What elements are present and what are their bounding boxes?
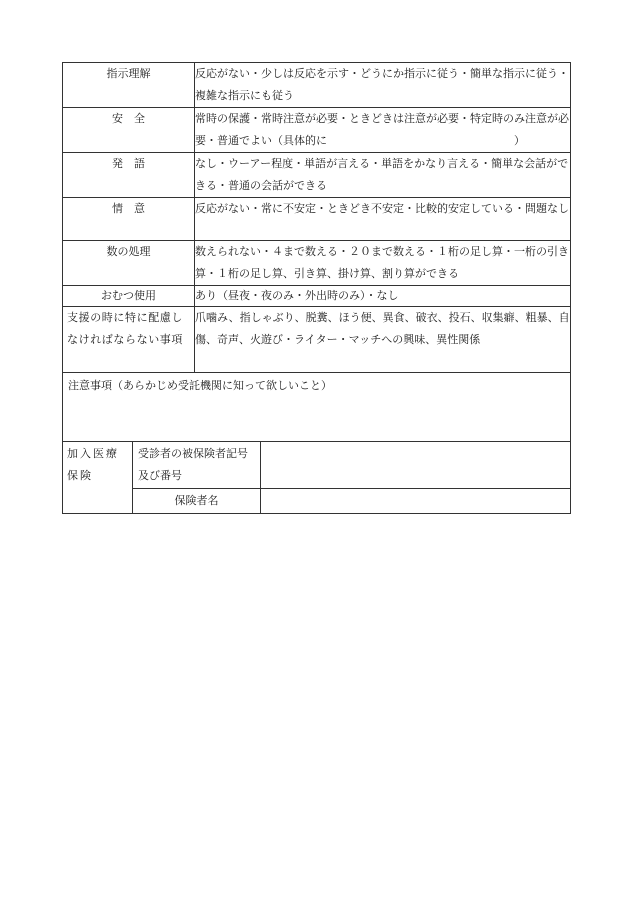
row-value: 反応がない・常に不安定・ときどき不安定・比較的安定している・問題なし bbox=[195, 198, 571, 241]
row-diaper-use bbox=[63, 286, 571, 307]
row-value: 数えられない・４まで数える・２０まで数える・１桁の足し算・一桁の引き算・１桁の足し算、引き算、掛け算、割り算ができる bbox=[195, 241, 571, 286]
row-speech bbox=[63, 153, 571, 198]
row-value: なし・ウーアー程度・単語が言える・単語をかなり言える・簡単な会話ができる・普通の会話ができる bbox=[195, 153, 571, 198]
row-special-considerations bbox=[63, 307, 571, 373]
row-label: 情 意 bbox=[63, 198, 195, 241]
insurer-name-label: 保険者名 bbox=[133, 489, 261, 514]
row-value: 爪噛み、指しゃぶり、脱糞、ほう便、異食、破衣、投石、収集癖、粗暴、自傷、奇声、火遊び・ライター・マッチへの興味、異性関係 bbox=[195, 307, 571, 373]
insurance-table bbox=[62, 441, 571, 514]
row-value: あり（昼夜・夜のみ・外出時のみ）・なし bbox=[195, 286, 571, 307]
insurance-label: 加入医療保険 bbox=[63, 442, 133, 514]
row-label: おむつ使用 bbox=[63, 286, 195, 307]
row-label: 安 全 bbox=[63, 108, 195, 153]
row-value: 反応がない・少しは反応を示す・どうにか指示に従う・簡単な指示に従う・複雑な指示にも従う bbox=[195, 63, 571, 108]
row-emotion bbox=[63, 198, 571, 241]
row-label: 数の処理 bbox=[63, 241, 195, 286]
row-value: 常時の保護・常時注意が必要・ときどきは注意が必要・特定時のみ注意が必要・普通でよい（具体的に ） bbox=[195, 108, 571, 153]
insured-id-label: 受診者の被保険者記号及び番号 bbox=[133, 442, 261, 489]
row-label: 指示理解 bbox=[63, 63, 195, 108]
assessment-table bbox=[62, 62, 571, 442]
row-instruction-understanding bbox=[63, 63, 571, 108]
row-label: 支援の時に特に配慮しなければならない事項 bbox=[63, 307, 195, 373]
assessment-form bbox=[62, 62, 571, 514]
insurer-name-field[interactable] bbox=[261, 489, 571, 514]
row-label: 発 語 bbox=[63, 153, 195, 198]
insured-id-field[interactable] bbox=[261, 442, 571, 489]
row-notes bbox=[63, 373, 571, 442]
row-number-processing bbox=[63, 241, 571, 286]
row-safety bbox=[63, 108, 571, 153]
notes-label: 注意事項（あらかじめ受託機関に知って欲しいこと） bbox=[68, 379, 332, 392]
